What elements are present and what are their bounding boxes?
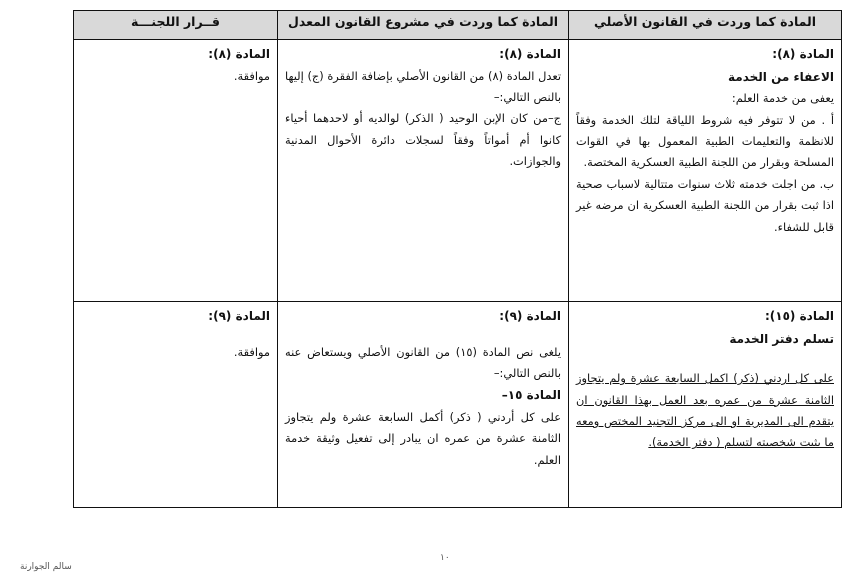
amendment-paragraph-c: ج–من كان الإبن الوحيد ( الذكر) لوالديه أو لاحدهما أحياء كانوا أم أمواتاً وفقاً لسجلات دائرة الأحوال المدنية والجوازات. <box>285 111 561 169</box>
article-heading: المادة (٩): <box>208 309 270 323</box>
footer-stamp: سالم الجوارنة <box>20 562 72 572</box>
article-heading: المادة (١٥): <box>764 309 834 323</box>
amendment-body: على كل أردني ( ذكر) أكمل السابعة عشرة ولم يتجاوز الثامنة عشرة من عمره ان يبادر إلى تفعيل وثيقة خدمة العلم. <box>285 409 561 467</box>
committee-decision: موافقة. <box>233 344 270 359</box>
table-row <box>74 40 842 302</box>
article-subtitle: الاعفاء من الخدمة <box>727 69 834 84</box>
cell-amended-article-9 <box>278 302 569 508</box>
cell-amended-article-8 <box>278 40 569 302</box>
article-item-a: أ . من لا تتوفر فيه شروط اللياقة لتلك الخدمة وفقاً للانظمة والتعليمات الطبية المعمول بها في القوات المسلحة وبقرار من اللجنة الطبية العسكرية المختصة. <box>576 112 834 170</box>
article-heading: المادة (٨): <box>499 47 561 61</box>
cell-committee-article-8 <box>74 40 278 302</box>
page-number: ١٠ <box>440 553 450 563</box>
article-heading: المادة (٨): <box>772 47 834 61</box>
header-row <box>74 11 842 40</box>
header-committee: قــرار اللجنـــة <box>74 11 278 40</box>
table-row <box>74 302 842 508</box>
article-subtitle: تسلم دفتر الخدمة <box>729 331 834 346</box>
article-item-b: ب. من اجلت خدمته ثلاث سنوات متتالية لاسباب صحية اذا ثبت بقرار من اللجنة الطبية العسكرية ان مرضه غير قابل للشفاء. <box>576 176 834 234</box>
amendment-text: يلغى نص المادة (١٥) من القانون الأصلي ويستعاض عنه بالنص التالي:– <box>285 344 562 380</box>
cell-committee-article-9 <box>74 302 278 508</box>
amendment-text: تعدل المادة (٨) من القانون الأصلي بإضافة الفقرة (ج) إليها بالنص التالي:– <box>285 68 561 104</box>
article-body: على كل اردني (ذكر) اكمل السابعة عشرة ولم يتجاوز الثامنة عشرة من عمره بعد العمل بهذا القانون ان يتقدم الى المديرية او الى مركز التجنيد المختص ومعه ما يثبت شخصيته لتسلم ( دفتر الخدمة). <box>576 371 834 450</box>
cell-original-article-8 <box>569 40 842 302</box>
cell-original-article-15 <box>569 302 842 508</box>
article-heading: المادة (٩): <box>499 309 561 323</box>
article-intro: يعفى من خدمة العلم: <box>731 91 834 106</box>
comparison-table <box>73 10 842 508</box>
committee-decision: موافقة. <box>233 68 270 83</box>
sub-article-heading: المادة ١٥– <box>501 388 561 403</box>
article-heading: المادة (٨): <box>208 47 270 61</box>
header-original: المادة كما وردت في القانون الأصلي <box>569 11 842 40</box>
header-amended: المادة كما وردت في مشروع القانون المعدل <box>278 11 569 40</box>
